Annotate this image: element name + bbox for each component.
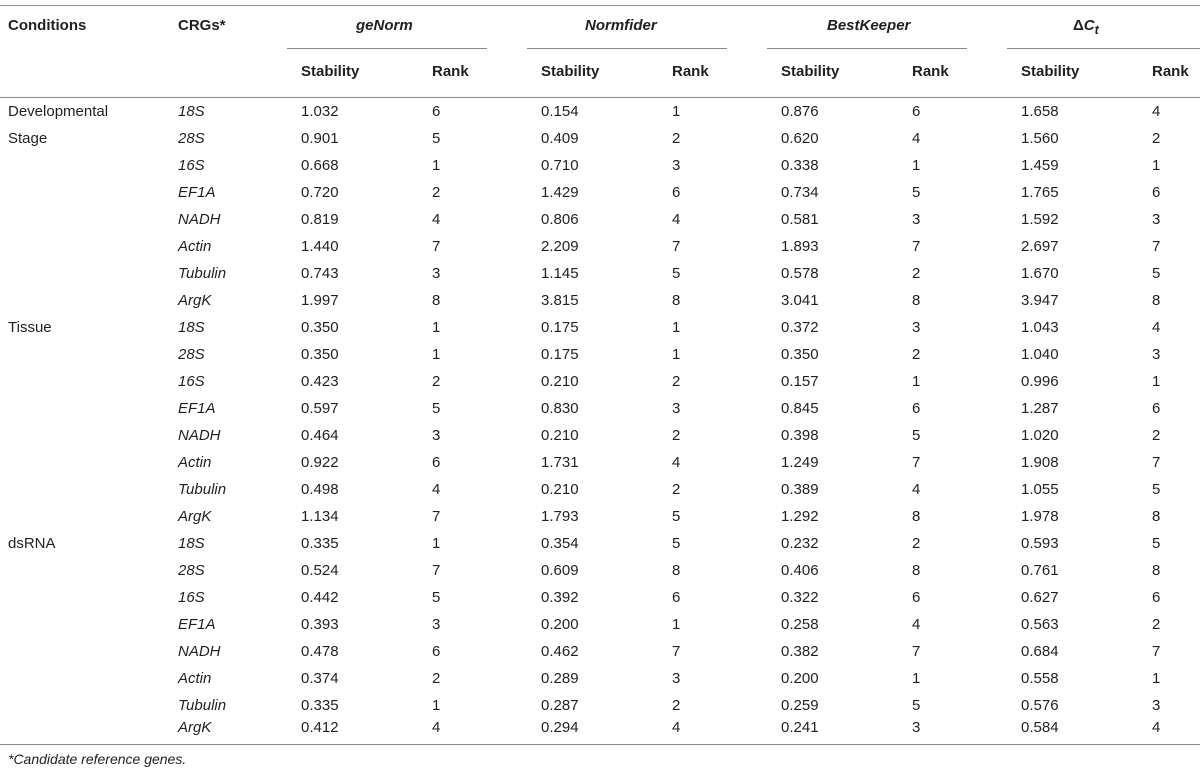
condition-cell: Developmental — [8, 103, 109, 120]
table-row — [0, 665, 1200, 692]
bestkeeper-rank: 6 — [912, 103, 921, 120]
delta-ct-stability: 1.020 — [1021, 427, 1059, 444]
delta-ct-rank: 1 — [1152, 373, 1161, 390]
header-stability: Stability — [301, 63, 360, 80]
delta-ct-rank: 6 — [1152, 589, 1161, 606]
delta-ct-rank: 8 — [1152, 562, 1161, 579]
table-row — [0, 584, 1200, 611]
normfinder-rank: 3 — [672, 400, 681, 417]
genorm-rank: 1 — [432, 697, 441, 714]
delta-ct-rank: 7 — [1152, 238, 1161, 255]
gene-cell: ArgK — [178, 292, 212, 309]
bestkeeper-stability: 1.893 — [781, 238, 819, 255]
genorm-stability: 0.478 — [301, 643, 339, 660]
normfinder-stability: 0.210 — [541, 373, 579, 390]
normfinder-rank: 1 — [672, 346, 681, 363]
delta-ct-stability: 1.592 — [1021, 211, 1059, 228]
gene-cell: Actin — [178, 670, 212, 687]
genorm-stability: 1.997 — [301, 292, 339, 309]
bestkeeper-stability: 3.041 — [781, 292, 819, 309]
normfinder-stability: 1.429 — [541, 184, 579, 201]
normfinder-rank: 1 — [672, 103, 681, 120]
genorm-rank: 1 — [432, 157, 441, 174]
delta-ct-rank: 5 — [1152, 481, 1161, 498]
genorm-rank: 3 — [432, 616, 441, 633]
bestkeeper-rank: 6 — [912, 400, 921, 417]
bestkeeper-stability: 0.382 — [781, 643, 819, 660]
normfinder-group-rule — [527, 48, 727, 49]
bestkeeper-rank: 3 — [912, 719, 921, 736]
normfinder-rank: 5 — [672, 265, 681, 282]
normfinder-rank: 1 — [672, 616, 681, 633]
gene-cell: 16S — [178, 157, 205, 174]
normfinder-rank: 2 — [672, 697, 681, 714]
delta-ct-stability: 0.627 — [1021, 589, 1059, 606]
bestkeeper-rank: 8 — [912, 292, 921, 309]
genorm-stability: 0.922 — [301, 454, 339, 471]
bestkeeper-stability: 0.578 — [781, 265, 819, 282]
delta-ct-stability: 0.558 — [1021, 670, 1059, 687]
genorm-rank: 7 — [432, 562, 441, 579]
gene-cell: 16S — [178, 373, 205, 390]
genorm-rank: 2 — [432, 670, 441, 687]
bestkeeper-stability: 0.241 — [781, 719, 819, 736]
gene-cell: 16S — [178, 589, 205, 606]
condition-cell: dsRNA — [8, 535, 56, 552]
table-top-rule — [0, 5, 1200, 6]
table-row — [0, 503, 1200, 530]
header-normfinder: Normfider — [585, 17, 657, 34]
header-delta-ct: $\Delta C_t$ — [1073, 17, 1099, 37]
genorm-stability: 0.350 — [301, 319, 339, 336]
bestkeeper-stability: 0.406 — [781, 562, 819, 579]
genorm-stability: 1.440 — [301, 238, 339, 255]
normfinder-rank: 4 — [672, 211, 681, 228]
normfinder-stability: 0.210 — [541, 427, 579, 444]
table-row — [0, 314, 1200, 341]
delta-ct-rank: 7 — [1152, 454, 1161, 471]
genorm-rank: 1 — [432, 346, 441, 363]
gene-cell: Actin — [178, 454, 212, 471]
genorm-stability: 0.498 — [301, 481, 339, 498]
bestkeeper-stability: 0.322 — [781, 589, 819, 606]
genorm-rank: 1 — [432, 319, 441, 336]
normfinder-stability: 2.209 — [541, 238, 579, 255]
table-row — [0, 368, 1200, 395]
delta-ct-stability: 1.670 — [1021, 265, 1059, 282]
header-stability: Stability — [781, 63, 840, 80]
bestkeeper-rank: 5 — [912, 184, 921, 201]
gene-cell: Actin — [178, 238, 212, 255]
delta-ct-rank: 3 — [1152, 697, 1161, 714]
genorm-stability: 0.743 — [301, 265, 339, 282]
table-bottom-rule — [0, 744, 1200, 745]
delta-ct-rank: 4 — [1152, 719, 1161, 736]
delta-ct-stability: 1.040 — [1021, 346, 1059, 363]
header-stability: Stability — [541, 63, 600, 80]
delta-ct-stability: 3.947 — [1021, 292, 1059, 309]
gene-cell: ArgK — [178, 508, 212, 525]
table-row — [0, 476, 1200, 503]
bestkeeper-rank: 2 — [912, 346, 921, 363]
normfinder-stability: 0.409 — [541, 130, 579, 147]
table-row — [0, 98, 1200, 125]
bestkeeper-stability: 1.249 — [781, 454, 819, 471]
genorm-stability: 0.901 — [301, 130, 339, 147]
normfinder-rank: 3 — [672, 670, 681, 687]
normfinder-stability: 0.210 — [541, 481, 579, 498]
bestkeeper-stability: 0.876 — [781, 103, 819, 120]
genorm-stability: 0.350 — [301, 346, 339, 363]
bestkeeper-stability: 0.398 — [781, 427, 819, 444]
delta-ct-stability: 0.761 — [1021, 562, 1059, 579]
delta-ct-stability: 0.563 — [1021, 616, 1059, 633]
delta-ct-rank: 6 — [1152, 184, 1161, 201]
table-row — [0, 206, 1200, 233]
delta-ct-rank: 5 — [1152, 265, 1161, 282]
delta-ct-stability: 1.055 — [1021, 481, 1059, 498]
delta-ct-rank: 8 — [1152, 292, 1161, 309]
bestkeeper-rank: 7 — [912, 643, 921, 660]
bestkeeper-rank: 7 — [912, 454, 921, 471]
genorm-rank: 2 — [432, 373, 441, 390]
bestkeeper-rank: 1 — [912, 373, 921, 390]
gene-cell: 28S — [178, 562, 205, 579]
table-row — [0, 125, 1200, 152]
normfinder-rank: 4 — [672, 454, 681, 471]
bestkeeper-stability: 0.581 — [781, 211, 819, 228]
gene-cell: 18S — [178, 535, 205, 552]
genorm-rank: 5 — [432, 400, 441, 417]
genorm-rank: 4 — [432, 719, 441, 736]
normfinder-rank: 7 — [672, 238, 681, 255]
normfinder-stability: 1.793 — [541, 508, 579, 525]
genorm-stability: 0.393 — [301, 616, 339, 633]
genorm-group-rule — [287, 48, 487, 49]
table-row — [0, 179, 1200, 206]
normfinder-rank: 2 — [672, 373, 681, 390]
normfinder-stability: 0.354 — [541, 535, 579, 552]
gene-cell: NADH — [178, 643, 221, 660]
delta-ct-rank: 7 — [1152, 643, 1161, 660]
normfinder-rank: 5 — [672, 535, 681, 552]
delta-ct-rank: 6 — [1152, 400, 1161, 417]
genorm-stability: 0.335 — [301, 697, 339, 714]
bestkeeper-stability: 1.292 — [781, 508, 819, 525]
delta-ct-stability: 1.459 — [1021, 157, 1059, 174]
header-rank: Rank — [912, 63, 949, 80]
genorm-stability: 0.668 — [301, 157, 339, 174]
table-row — [0, 611, 1200, 638]
gene-cell: Tubulin — [178, 481, 227, 498]
bestkeeper-rank: 5 — [912, 697, 921, 714]
normfinder-stability: 0.289 — [541, 670, 579, 687]
bestkeeper-rank: 4 — [912, 130, 921, 147]
bestkeeper-rank: 2 — [912, 265, 921, 282]
bestkeeper-stability: 0.258 — [781, 616, 819, 633]
table-row — [0, 341, 1200, 368]
header-bestkeeper: BestKeeper — [827, 17, 911, 34]
bestkeeper-stability: 0.259 — [781, 697, 819, 714]
table-row — [0, 530, 1200, 557]
delta-ct-stability: 0.684 — [1021, 643, 1059, 660]
genorm-stability: 0.464 — [301, 427, 339, 444]
genorm-rank: 7 — [432, 238, 441, 255]
bestkeeper-rank: 8 — [912, 562, 921, 579]
genorm-rank: 3 — [432, 265, 441, 282]
bestkeeper-rank: 4 — [912, 616, 921, 633]
genorm-stability: 0.374 — [301, 670, 339, 687]
delta-ct-rank: 3 — [1152, 211, 1161, 228]
normfinder-rank: 3 — [672, 157, 681, 174]
bestkeeper-stability: 0.734 — [781, 184, 819, 201]
genorm-rank: 7 — [432, 508, 441, 525]
delta-ct-rank: 1 — [1152, 157, 1161, 174]
delta-ct-rank: 4 — [1152, 103, 1161, 120]
genorm-stability: 0.423 — [301, 373, 339, 390]
bestkeeper-stability: 0.845 — [781, 400, 819, 417]
bestkeeper-stability: 0.232 — [781, 535, 819, 552]
genorm-stability: 0.412 — [301, 719, 339, 736]
normfinder-stability: 0.609 — [541, 562, 579, 579]
normfinder-rank: 2 — [672, 427, 681, 444]
condition-cell: Stage — [8, 130, 48, 147]
genorm-rank: 4 — [432, 481, 441, 498]
gene-cell: EF1A — [178, 400, 216, 417]
normfinder-rank: 8 — [672, 292, 681, 309]
header-rank: Rank — [672, 63, 709, 80]
bestkeeper-stability: 0.200 — [781, 670, 819, 687]
normfinder-rank: 6 — [672, 589, 681, 606]
delta-ct-stability: 1.978 — [1021, 508, 1059, 525]
header-crgs: CRGs* — [178, 17, 226, 34]
genorm-stability: 0.524 — [301, 562, 339, 579]
delta-ct-rank: 3 — [1152, 346, 1161, 363]
bestkeeper-rank: 4 — [912, 481, 921, 498]
table-row — [0, 714, 1200, 741]
header-rank: Rank — [432, 63, 469, 80]
delta-ct-stability: 1.560 — [1021, 130, 1059, 147]
table-row — [0, 422, 1200, 449]
normfinder-stability: 0.175 — [541, 346, 579, 363]
normfinder-stability: 0.710 — [541, 157, 579, 174]
table-row — [0, 449, 1200, 476]
genorm-rank: 6 — [432, 643, 441, 660]
delta-ct-stability: 1.658 — [1021, 103, 1059, 120]
gene-cell: NADH — [178, 427, 221, 444]
normfinder-stability: 3.815 — [541, 292, 579, 309]
gene-cell: EF1A — [178, 616, 216, 633]
condition-cell: Tissue — [8, 319, 52, 336]
genorm-stability: 0.335 — [301, 535, 339, 552]
delta-ct-stability: 1.765 — [1021, 184, 1059, 201]
bestkeeper-rank: 2 — [912, 535, 921, 552]
delta-ct-rank: 2 — [1152, 616, 1161, 633]
normfinder-stability: 0.830 — [541, 400, 579, 417]
gene-cell: Tubulin — [178, 697, 227, 714]
bestkeeper-stability: 0.372 — [781, 319, 819, 336]
gene-cell: 28S — [178, 130, 205, 147]
table-row — [0, 395, 1200, 422]
bestkeeper-rank: 7 — [912, 238, 921, 255]
header-rank: Rank — [1152, 63, 1189, 80]
bestkeeper-stability: 0.350 — [781, 346, 819, 363]
delta-ct-rank: 2 — [1152, 130, 1161, 147]
header-conditions: Conditions — [8, 17, 87, 34]
gene-cell: 18S — [178, 103, 205, 120]
genorm-stability: 1.032 — [301, 103, 339, 120]
bestkeeper-rank: 3 — [912, 211, 921, 228]
bestkeeper-rank: 3 — [912, 319, 921, 336]
table-row — [0, 557, 1200, 584]
genorm-rank: 4 — [432, 211, 441, 228]
table-row — [0, 152, 1200, 179]
normfinder-rank: 5 — [672, 508, 681, 525]
delta-ct-stability: 0.576 — [1021, 697, 1059, 714]
normfinder-stability: 0.294 — [541, 719, 579, 736]
genorm-stability: 0.442 — [301, 589, 339, 606]
table-row — [0, 233, 1200, 260]
table-row — [0, 287, 1200, 314]
gene-cell: EF1A — [178, 184, 216, 201]
bestkeeper-stability: 0.389 — [781, 481, 819, 498]
genorm-stability: 1.134 — [301, 508, 339, 525]
delta-ct-stability: 0.996 — [1021, 373, 1059, 390]
gene-cell: ArgK — [178, 719, 212, 736]
gene-cell: 28S — [178, 346, 205, 363]
bestkeeper-rank: 5 — [912, 427, 921, 444]
normfinder-stability: 0.462 — [541, 643, 579, 660]
bestkeeper-rank: 6 — [912, 589, 921, 606]
gene-cell: 18S — [178, 319, 205, 336]
gene-cell: NADH — [178, 211, 221, 228]
genorm-rank: 3 — [432, 427, 441, 444]
normfinder-rank: 7 — [672, 643, 681, 660]
normfinder-rank: 2 — [672, 130, 681, 147]
delta-ct-rank: 1 — [1152, 670, 1161, 687]
bestkeeper-rank: 1 — [912, 670, 921, 687]
normfinder-stability: 0.200 — [541, 616, 579, 633]
genorm-rank: 5 — [432, 589, 441, 606]
normfinder-rank: 4 — [672, 719, 681, 736]
header-genorm: geNorm — [356, 17, 413, 34]
bestkeeper-stability: 0.157 — [781, 373, 819, 390]
genorm-rank: 2 — [432, 184, 441, 201]
normfinder-rank: 8 — [672, 562, 681, 579]
delta-ct-rank: 2 — [1152, 427, 1161, 444]
normfinder-stability: 1.145 — [541, 265, 579, 282]
normfinder-stability: 0.175 — [541, 319, 579, 336]
genorm-stability: 0.597 — [301, 400, 339, 417]
genorm-rank: 6 — [432, 454, 441, 471]
footnote: *Candidate reference genes. — [8, 751, 187, 767]
normfinder-rank: 2 — [672, 481, 681, 498]
delta-ct-stability: 0.584 — [1021, 719, 1059, 736]
normfinder-stability: 0.392 — [541, 589, 579, 606]
header-stability: Stability — [1021, 63, 1080, 80]
delta-ct-stability: 1.287 — [1021, 400, 1059, 417]
bestkeeper-rank: 1 — [912, 157, 921, 174]
genorm-stability: 0.720 — [301, 184, 339, 201]
genorm-rank: 8 — [432, 292, 441, 309]
genorm-rank: 5 — [432, 130, 441, 147]
delta-ct-stability: 1.908 — [1021, 454, 1059, 471]
delta-ct-stability: 0.593 — [1021, 535, 1059, 552]
delta-ct-group-rule — [1007, 48, 1200, 49]
gene-cell: Tubulin — [178, 265, 227, 282]
normfinder-rank: 1 — [672, 319, 681, 336]
genorm-rank: 1 — [432, 535, 441, 552]
normfinder-stability: 0.287 — [541, 697, 579, 714]
genorm-rank: 6 — [432, 103, 441, 120]
table-row — [0, 638, 1200, 665]
delta-ct-rank: 4 — [1152, 319, 1161, 336]
normfinder-rank: 6 — [672, 184, 681, 201]
bestkeeper-stability: 0.338 — [781, 157, 819, 174]
table-row — [0, 260, 1200, 287]
delta-ct-rank: 5 — [1152, 535, 1161, 552]
delta-ct-stability: 1.043 — [1021, 319, 1059, 336]
normfinder-stability: 0.154 — [541, 103, 579, 120]
bestkeeper-stability: 0.620 — [781, 130, 819, 147]
bestkeeper-group-rule — [767, 48, 967, 49]
normfinder-stability: 0.806 — [541, 211, 579, 228]
delta-ct-stability: 2.697 — [1021, 238, 1059, 255]
bestkeeper-rank: 8 — [912, 508, 921, 525]
genorm-stability: 0.819 — [301, 211, 339, 228]
normfinder-stability: 1.731 — [541, 454, 579, 471]
delta-ct-rank: 8 — [1152, 508, 1161, 525]
